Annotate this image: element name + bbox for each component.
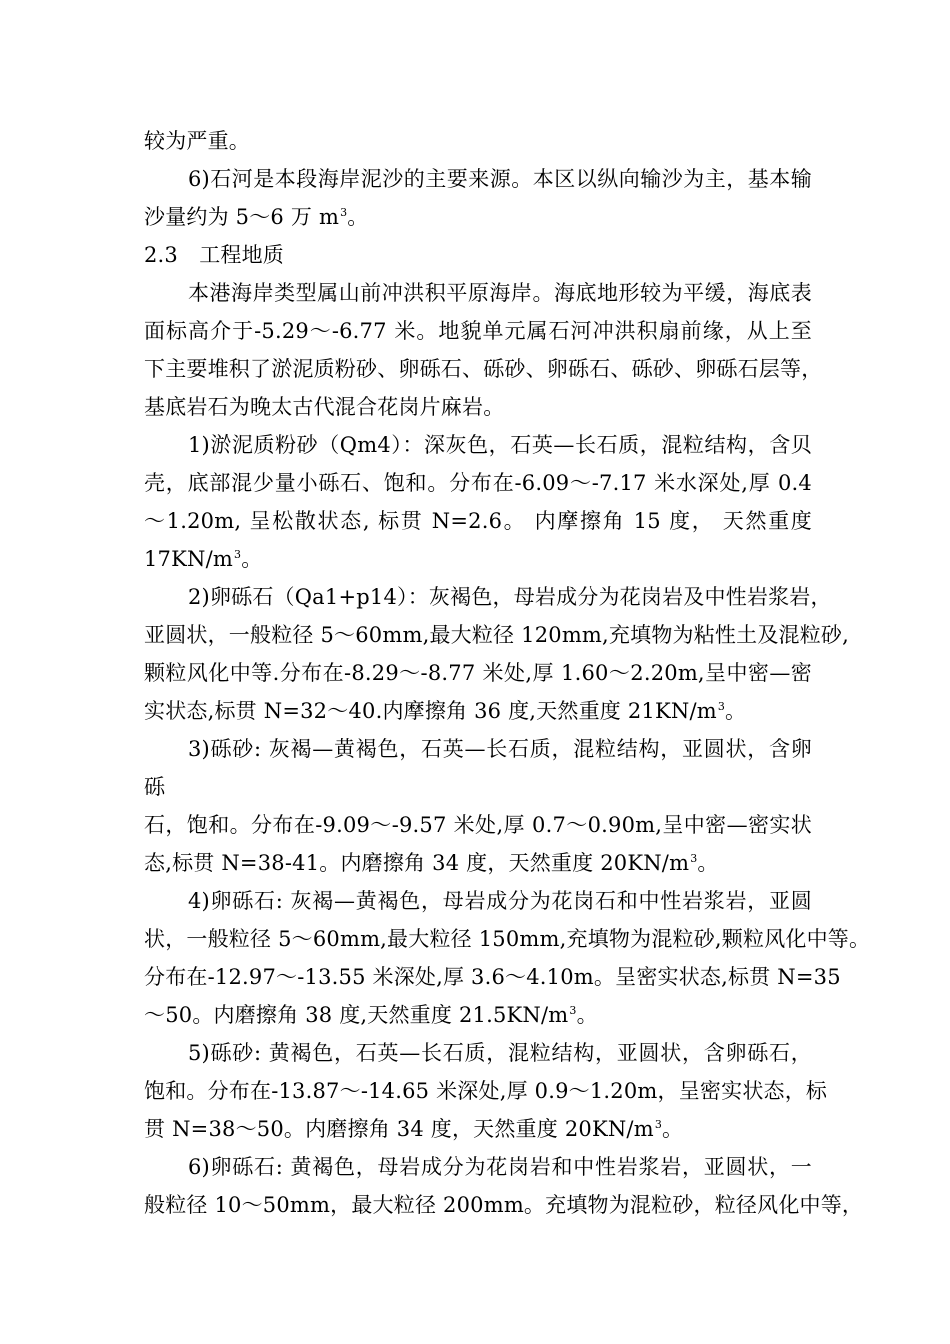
text-line: 下主要堆积了淤泥质粉砂、卵砾石、砾砂、卵砾石、砾砂、卵砾石层等， <box>144 357 823 381</box>
text-line: 6)卵砾石: 黄褐色，母岩成分为花岗岩和中性岩浆岩，亚圆状，一 <box>188 1155 812 1179</box>
superscript: 3 <box>233 548 242 561</box>
text-line: 4)卵砾石: 灰褐—黄褐色，母岩成分为花岗石和中性岩浆岩，亚圆 <box>188 889 812 913</box>
text-line: 实状态,标贯 N=32～40.内摩擦角 36 度,天然重度 $21KN/m^3$。 <box>144 699 747 723</box>
text-line: 颗粒风化中等.分布在-8.29～-8.77 米处,厚 1.60～2.20m,呈中密—密 <box>144 661 812 685</box>
text-line: 砾 <box>144 775 166 799</box>
text-line: 般粒径 10～50mm，最大粒径 200mm。充填物为混粒砂，粒径风化中等， <box>144 1193 864 1217</box>
text-line: 贯 N=38～50。内磨擦角 34 度，天然重度 $20KN/m^3$。 <box>144 1117 684 1141</box>
text-line: 基底岩石为晚太古代混合花岗片麻岩。 <box>144 395 505 419</box>
superscript: 3 <box>654 1118 663 1131</box>
text-line: 本港海岸类型属山前冲洪积平原海岸。海底地形较为平缓，海底表 <box>188 281 812 305</box>
text-line: $17KN/m^3$。 <box>144 547 263 571</box>
text-line: ～1.20m, 呈松散状态, 标贯 N=2.6。 内摩擦角 15 度， 天然重度 <box>144 509 812 533</box>
text-line: 饱和。分布在-13.87～-14.65 米深处,厚 0.9～1.20m，呈密实状态，标 <box>144 1079 828 1103</box>
text-line: ～50。内磨擦角 38 度,天然重度 $21.5KN/m^3$。 <box>144 1003 598 1027</box>
section-heading: 2.3 工程地质 <box>144 243 284 267</box>
text-line: 状，一般粒径 5～60mm,最大粒径 150mm,充填物为混粒砂,颗粒风化中等。 <box>144 927 871 951</box>
text-line: 分布在-12.97～-13.55 米深处,厚 3.6～4.10m。呈密实状态,标贯 N=35 <box>144 965 841 989</box>
text-line: 较为严重。 <box>144 129 250 153</box>
text-line: 沙量约为 5～6 万 $m^3$。 <box>144 205 369 229</box>
text-line: 1)淤泥质粉砂（Qm4）：深灰色，石英—长石质，混粒结构，含贝 <box>188 433 812 457</box>
superscript: 3 <box>690 852 698 865</box>
text-line: 石，饱和。分布在-9.09～-9.57 米处,厚 0.7～0.90m,呈中密—密实状 <box>144 813 812 837</box>
text-line: 6)石河是本段海岸泥沙的主要来源。本区以纵向输沙为主，基本输 <box>188 167 812 191</box>
text-line: 面标高介于-5.29～-6.77 米。地貌单元属石河冲洪积扇前缘，从上至 <box>144 319 812 343</box>
text-line: 态,标贯 N=38-41。内磨擦角 34 度，天然重度 $20KN/m^3$。 <box>144 851 719 875</box>
text-line: 3)砾砂: 灰褐—黄褐色，石英—长石质，混粒结构，亚圆状，含卵 <box>188 737 812 761</box>
superscript: 3 <box>569 1004 577 1017</box>
text-line: 壳，底部混少量小砾石、饱和。分布在-6.09～-7.17 米水深处,厚 0.4 <box>144 471 812 495</box>
text-line: 5)砾砂: 黄褐色，石英—长石质，混粒结构，亚圆状，含卵砾石， <box>188 1041 812 1065</box>
superscript: 3 <box>717 700 726 713</box>
text-line: 亚圆状，一般粒径 5～60mm,最大粒径 120mm,充填物为粘性土及混粒砂, <box>144 623 849 647</box>
superscript: 3 <box>340 206 348 219</box>
text-line: 2)卵砾石（Qa1+p14）：灰褐色，母岩成分为花岗岩及中性岩浆岩， <box>188 585 832 609</box>
